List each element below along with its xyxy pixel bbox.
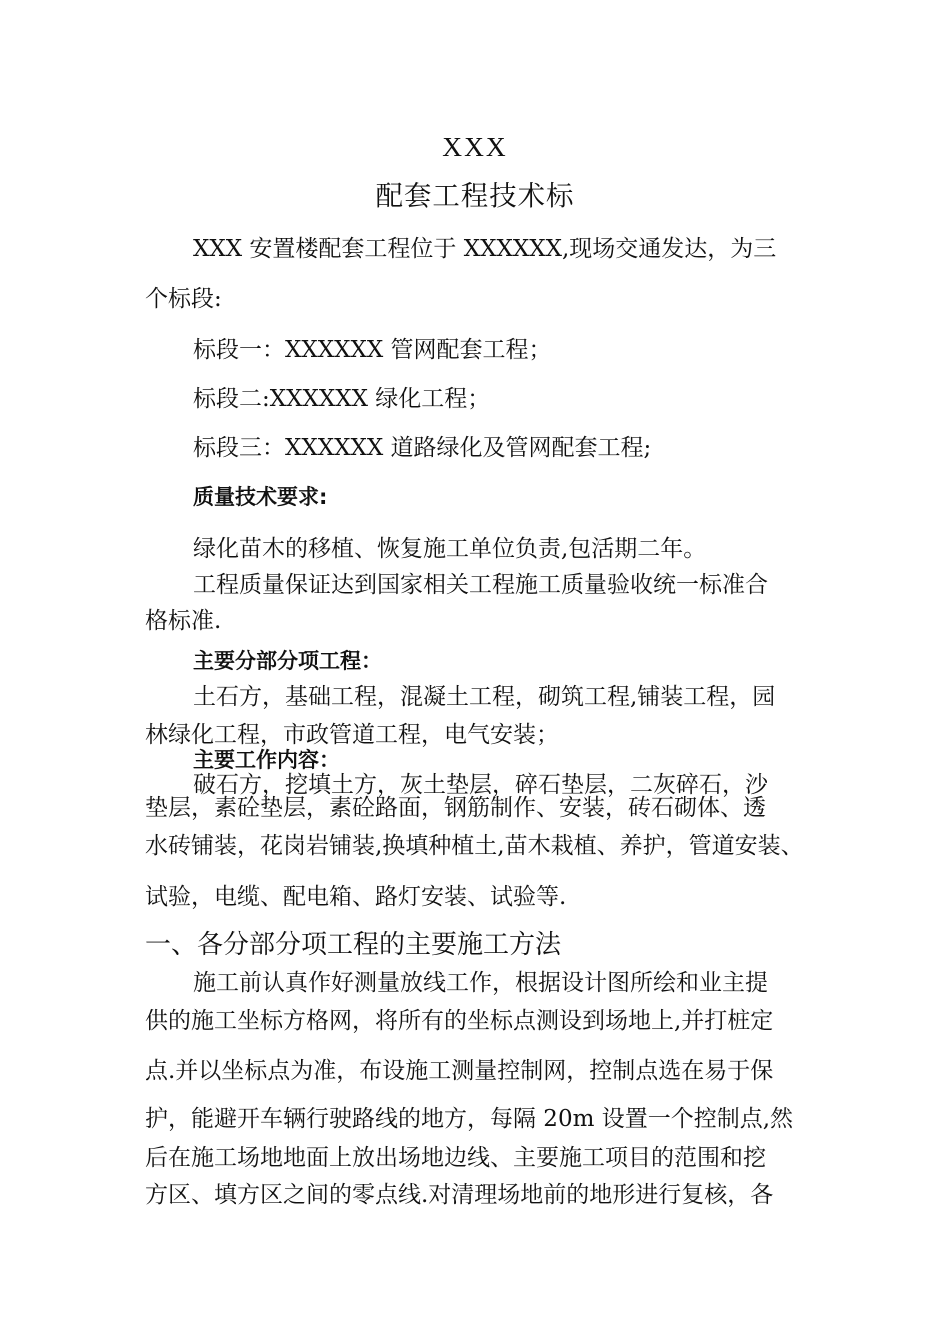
quality-paragraph-1: 绿化苗木的移植、恢复施工单位负责,包活期二年。 [193,536,707,562]
chapter-1-line-4: 护，能避开车辆行驶路线的地方，每隔 20m 设置一个控制点,然 [145,1106,794,1132]
section-item-2: 标段二:XXXXXX 绿化工程； [193,386,491,412]
divisions-line-2: 林绿化工程，市政管道工程，电气安装； [145,722,559,748]
work-line-2: 垫层，素砼垫层，素砼路面，钢筋制作、安装，砖石砌体、透 [145,795,766,821]
quality-paragraph-2-line-2: 格标准. [145,608,222,634]
work-line-4: 试验，电缆、配电箱、路灯安装、试验等. [145,884,567,910]
chapter-1-line-6: 方区、填方区之间的零点线.对清理场地前的地形进行复核，各 [145,1182,774,1208]
chapter-1-line-2: 供的施工坐标方格网，将所有的坐标点测设到场地上,并打桩定 [145,1008,774,1034]
intro-line-2: 个标段: [145,286,222,312]
document-title-sub: 配套工程技术标 [375,181,575,212]
chapter-1-line-5: 后在施工场地地面上放出场地边线、主要施工项目的范围和挖 [145,1145,766,1171]
quality-heading: 质量技术要求: [193,485,328,509]
work-line-3: 水砖铺装，花岗岩铺装,换填种植土,苗木栽植、养护，管道安装、 [145,833,804,859]
section-item-3: 标段三：XXXXXX 道路绿化及管网配套工程; [193,435,652,461]
chapter-1-line-3: 点.并以坐标点为准，布设施工测量控制网，控制点选在易于保 [145,1058,774,1084]
section-item-1: 标段一：XXXXXX 管网配套工程； [193,337,552,363]
divisions-line-1: 土石方，基础工程，混凝土工程，砌筑工程,铺装工程，园 [193,684,776,710]
work-line-1: 破石方，挖填土方，灰土垫层，碎石垫层，二灰碎石，沙 [193,772,768,798]
chapter-1-line-1: 施工前认真作好测量放线工作，根据设计图所绘和业主提 [193,970,768,996]
divisions-heading: 主要分部分项工程： [193,649,382,673]
intro-line-1: XXX 安置楼配套工程位于 XXXXXX,现场交通发达，为三 [193,236,777,262]
work-heading: 主要工作内容： [193,748,340,772]
chapter-1-heading: 一、各分部分项工程的主要施工方法 [145,930,562,960]
document-title-main: XXX [442,132,508,162]
quality-paragraph-2-line-1: 工程质量保证达到国家相关工程施工质量验收统一标准合 [193,572,768,598]
